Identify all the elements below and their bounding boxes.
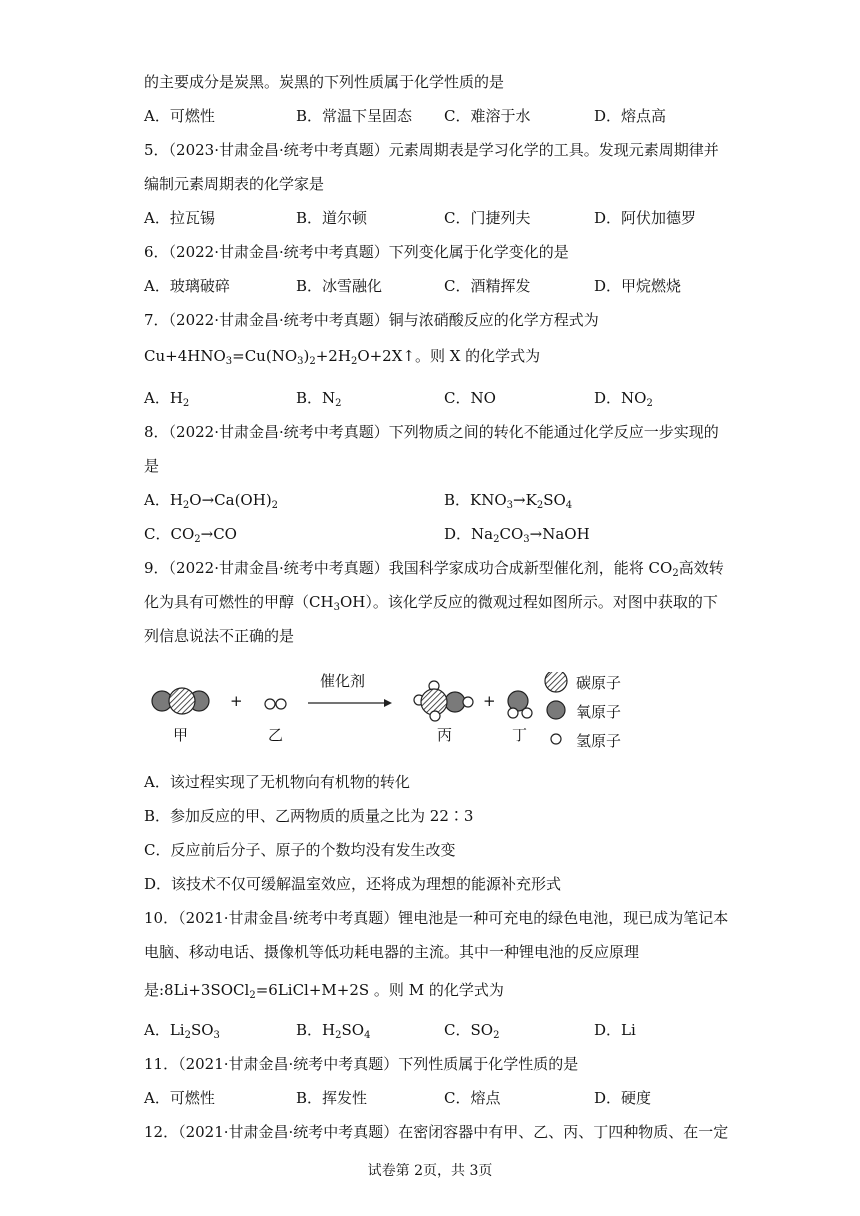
eq-part: Cu+4HNO bbox=[144, 347, 226, 365]
option-a: A．玻璃破碎 bbox=[144, 277, 230, 295]
eq-sub: 2 bbox=[350, 356, 358, 367]
molecule-figure bbox=[144, 672, 644, 752]
option-c: C．$CO_2\to CO$ bbox=[144, 525, 237, 545]
question-8-stem-cont: 是 bbox=[144, 457, 160, 475]
legend-hydrogen bbox=[551, 734, 561, 744]
question-8-stem: 8．（2022·甘肃金昌·统考中考真题）下列物质之间的转化不能通过化学反应一步实现的 bbox=[144, 423, 719, 441]
legend-hydrogen-label: 氢原子 bbox=[576, 732, 622, 750]
option-a: A．$H_2$ bbox=[144, 389, 190, 409]
question-10-stem: 10．（2021·甘肃金昌·统考中考真题）锂电池是一种可充电的绿色电池，现已成为笔记本 bbox=[144, 909, 729, 927]
option-c: C．NO bbox=[444, 389, 496, 407]
eq-part: ) bbox=[303, 347, 310, 365]
option-d: D．硬度 bbox=[594, 1089, 652, 1107]
question-9-stem-cont: 化为具有可燃性的甲醇$(CH_3OH)$。该化学反应的微观过程如图所示。对图中获取的下 bbox=[144, 593, 718, 613]
option-c: C．难溶于水 bbox=[444, 107, 531, 125]
question-6-stem: 6．（2022·甘肃金昌·统考中考真题）下列变化属于化学变化的是 bbox=[144, 243, 569, 261]
methanol-molecule bbox=[414, 681, 473, 721]
question-10-equation: 是:8Li+3SOCl$_2$=6LiCl+M+2S 。则 M 的化学式为 bbox=[144, 981, 504, 1001]
eq-part: =Cu(NO bbox=[232, 347, 298, 365]
question-10-stem-cont: 电脑、移动电话、摄像机等低功耗电器的主流。其中一种锂电池的反应原理 bbox=[144, 943, 640, 961]
question-5-stem: 5．（2023·甘肃金昌·统考中考真题）元素周期表是学习化学的工具。发现元素周期律并 bbox=[144, 141, 719, 159]
option-d: D．$Na_2CO_3\to NaOH$ bbox=[444, 525, 590, 545]
option-b: B．道尔顿 bbox=[296, 209, 368, 227]
question-9-stem-cont2: 列信息说法不正确的是 bbox=[144, 627, 295, 645]
legend-carbon-label: 碳原子 bbox=[576, 674, 622, 692]
label-bing: 丙 bbox=[437, 726, 453, 744]
eq-sub: 3 bbox=[297, 356, 304, 367]
eq-part: O+2X↑。则 X 的化学式为 bbox=[357, 347, 541, 365]
option-c: C．$SO_2$ bbox=[444, 1021, 500, 1041]
option-c: C．熔点 bbox=[444, 1089, 501, 1107]
question-4-tail: 的主要成分是炭黑。炭黑的下列性质属于化学性质的是 bbox=[144, 73, 505, 91]
option-d: D．该技术不仅可缓解温室效应，还将成为理想的能源补充形式 bbox=[144, 875, 562, 893]
option-c: C．酒精挥发 bbox=[444, 277, 531, 295]
option-a: A．可燃性 bbox=[144, 1089, 215, 1107]
option-c: C．反应前后分子、原子的个数均没有发生改变 bbox=[144, 841, 456, 859]
question-7-equation bbox=[144, 346, 540, 366]
option-a: A．$Li_2SO_3$ bbox=[144, 1021, 220, 1041]
reaction-diagram bbox=[144, 672, 644, 752]
option-d: D．甲烷燃烧 bbox=[594, 277, 682, 295]
label-ding: 丁 bbox=[512, 726, 528, 744]
option-b: B．挥发性 bbox=[296, 1089, 368, 1107]
option-a: A．拉瓦锡 bbox=[144, 209, 215, 227]
plus-sign: + bbox=[483, 692, 496, 710]
h2-molecule bbox=[265, 699, 286, 709]
legend-oxygen bbox=[547, 701, 565, 719]
legend-carbon bbox=[545, 672, 567, 692]
option-b: B．参加反应的甲、乙两物质的质量之比为 22∶3 bbox=[144, 807, 474, 825]
eq-sub: 2 bbox=[309, 356, 316, 367]
page-footer: 试卷第 2页，共 3页 bbox=[367, 1163, 493, 1179]
option-b: B．$H_2SO_4$ bbox=[296, 1021, 371, 1041]
label-yi: 乙 bbox=[268, 726, 284, 744]
option-b: B．$N_2$ bbox=[296, 389, 342, 409]
question-9-stem: 9．（2022·甘肃金昌·统考中考真题）我国科学家成功合成新型催化剂，能将 $CO_2$高效转 bbox=[144, 559, 724, 579]
catalyst-label: 催化剂 bbox=[320, 672, 366, 690]
co2-molecule bbox=[152, 688, 209, 714]
legend-oxygen-label: 氧原子 bbox=[576, 703, 622, 721]
water-molecule bbox=[508, 691, 532, 718]
option-a: A．$H_2O\to Ca(OH)_2$ bbox=[144, 491, 279, 511]
option-b: B．$KNO_3\to K_2SO_4$ bbox=[444, 491, 573, 511]
question-7-stem: 7．（2022·甘肃金昌·统考中考真题）铜与浓硝酸反应的化学方程式为 bbox=[144, 311, 599, 329]
option-d: D．阿伏加德罗 bbox=[594, 209, 697, 227]
question-5-stem-cont: 编制元素周期表的化学家是 bbox=[144, 175, 325, 193]
option-b: B．冰雪融化 bbox=[296, 277, 383, 295]
option-b: B．常温下呈固态 bbox=[296, 107, 413, 125]
eq-part: +2H bbox=[315, 347, 351, 365]
option-c: C．门捷列夫 bbox=[444, 209, 531, 227]
option-d: D．$NO_2$ bbox=[594, 389, 653, 409]
option-a: A．可燃性 bbox=[144, 107, 215, 125]
option-a: A．该过程实现了无机物向有机物的转化 bbox=[144, 773, 410, 791]
option-d: D．Li bbox=[594, 1021, 636, 1039]
plus-sign: + bbox=[230, 692, 243, 710]
label-jia: 甲 bbox=[173, 726, 189, 744]
question-11-stem: 11．（2021·甘肃金昌·统考中考真题）下列性质属于化学性质的是 bbox=[144, 1055, 579, 1073]
question-12-stem: 12．（2021·甘肃金昌·统考中考真题）在密闭容器中有甲、乙、丙、丁四种物质、在一定 bbox=[144, 1123, 729, 1141]
eq-sub: 3 bbox=[225, 356, 233, 367]
option-d: D．熔点高 bbox=[594, 107, 667, 125]
